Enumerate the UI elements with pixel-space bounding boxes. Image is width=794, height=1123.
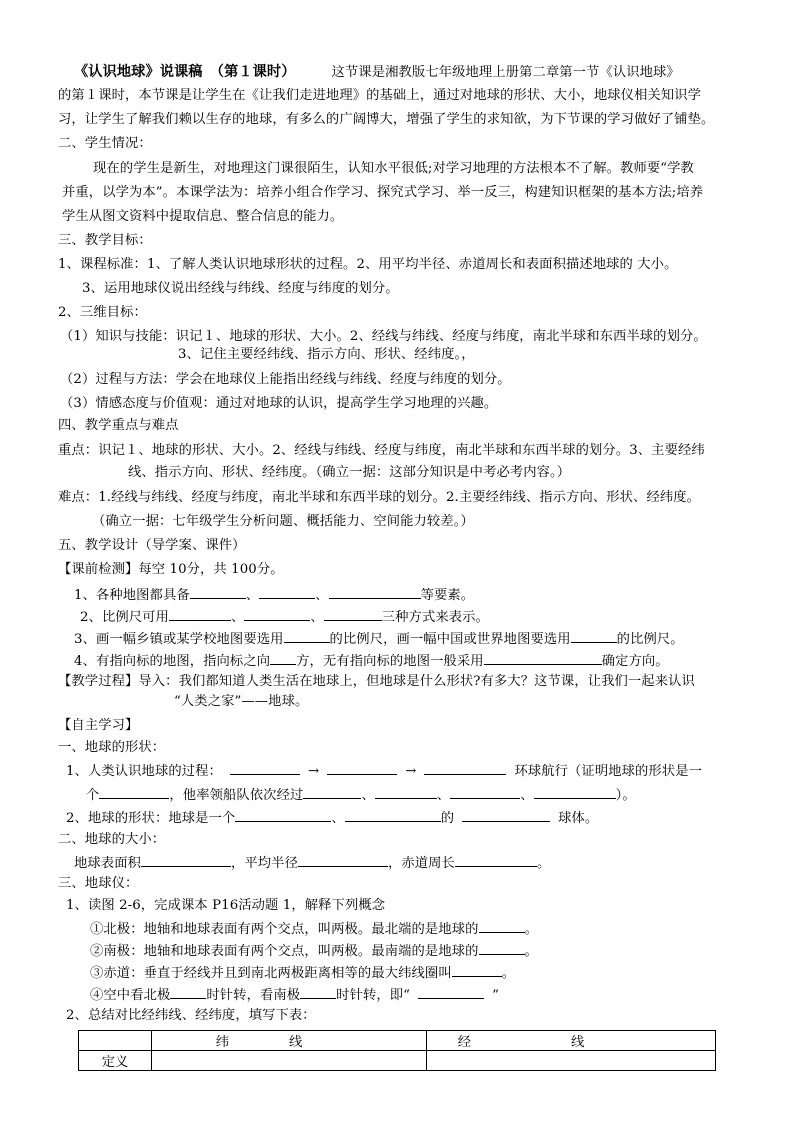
shape-q1-text-4: ，他率领船队依次经过: [169, 788, 304, 803]
q1-sep-2: 、: [315, 588, 329, 603]
size-end: 。: [536, 856, 551, 871]
size-equator-label: ，赤道周长: [387, 856, 455, 871]
concept-4-text: ④空中看北极: [90, 988, 171, 1003]
keypoint-line-1: 重点：识记１、地球的形状、大小。2、经线与纬线、经度与纬度，南北半球和东西半球的划分。3、主要经纬: [58, 443, 705, 458]
shape-q1-sep-1: 、: [361, 788, 375, 803]
shape-q2-text-2: 的: [440, 811, 455, 826]
q2-sep-1: 、: [230, 610, 245, 625]
goal-knowledge-b: 3、记住主要经纬线、指示方向、形状、经纬度。，: [178, 347, 475, 362]
size-line: [74, 852, 550, 874]
q2-blank-1[interactable]: [169, 606, 231, 621]
goal-emotion: （3）情感态度与价值观：通过对地球的认识，提高学生学习地理的兴趣。: [60, 396, 498, 411]
q3-text: 3、画一幅乡镇或某学校地图要选用: [74, 632, 284, 647]
size-area-blank[interactable]: [141, 852, 231, 867]
size-radius-label: ，平均半径: [230, 856, 298, 871]
question-4: [74, 650, 669, 672]
concept-1-text: ①北极：地轴和地球表面有两个交点，叫两极。最北端的是地球的: [90, 922, 479, 937]
concept-1-end: 。: [524, 922, 538, 937]
intro-line-3: 习，让学生了解我们赖以生存的地球，有多么的广阔博大，增强了学生的求知欲，为下节课的学习做好了铺垫。: [58, 112, 715, 127]
shape-q1-blank-7[interactable]: [450, 784, 520, 799]
concept-4-end: ”: [492, 988, 499, 1003]
q3-blank-2[interactable]: [571, 628, 617, 643]
header-line-1: [74, 62, 680, 83]
q2-text: 2、比例尺可用: [80, 610, 169, 625]
concept-3-end: 。: [501, 966, 516, 981]
q1-blank-2[interactable]: [259, 584, 315, 599]
arrow-icon: →: [405, 764, 417, 779]
globe-q2: 2、总结对比经纬线、经纬度，填写下表：: [66, 1008, 316, 1023]
intro-line-2: 的第１课时，本节课是让学生在《让我们走进地理》的基础上，通过对地球的形状、大小，地球仪相关知识学: [58, 88, 702, 103]
goal-line-2: 2、三维目标：: [58, 305, 147, 320]
section-heading-design: 五、教学设计（导学案、课件）: [58, 538, 246, 553]
q3-text-2: 的比例尺，画一幅中国或世界地图要选用: [329, 632, 571, 647]
size-radius-blank[interactable]: [298, 852, 388, 867]
q4-blank-2[interactable]: [484, 650, 602, 665]
shape-q2-blank-1[interactable]: [235, 807, 331, 822]
q3-end: 的比例尺。: [616, 632, 684, 647]
question-3: [74, 628, 684, 650]
table-row: [79, 1051, 716, 1071]
concept-rotation: [90, 984, 499, 1006]
question-2: [80, 606, 489, 628]
process-text: 导入：我们都知道人类生活在地球上，但地球是什么形状?有多大？这节课，让我们一起来认识: [138, 674, 695, 689]
goal-process: （2）过程与方法：学会在地球仪上能指出经线与纬线、经度与纬度的划分。: [60, 372, 511, 387]
table-header-row: [79, 1031, 716, 1051]
shape-q1-text-2: 环球航行（证明地球的形状是一: [514, 764, 702, 779]
globe-q1: 1、读图 2-6，完成课本 P16活动题 1，解释下列概念: [66, 898, 386, 913]
table-header-latitude: 纬线: [152, 1031, 427, 1051]
document-title: 《认识地球》说课稿 （第１课时）: [74, 64, 296, 80]
difficulty-line-1: 难点：1.经线与纬线、经度与纬度，南北半球和东西半球的划分。2.主要经纬线、指示方向、形状、经纬度。: [58, 490, 701, 505]
concept-south-pole: [90, 940, 538, 962]
concept-4-text-3: 时针转，即“: [336, 988, 411, 1003]
shape-q1-blank-4[interactable]: [99, 784, 169, 799]
size-area-label: 地球表面积: [74, 856, 141, 871]
shape-q1-sep-3: 、: [520, 788, 534, 803]
concept-4-text-2: 时针转，看南极: [206, 988, 301, 1003]
q4-end: 确定方向。: [601, 654, 669, 669]
table-cell-longitude-definition[interactable]: [427, 1051, 716, 1071]
process-label: 【教学过程】: [58, 674, 139, 689]
concept-equator: [90, 962, 515, 984]
shape-q2: [66, 807, 598, 829]
concept-3-blank[interactable]: [452, 962, 502, 977]
concept-2-blank[interactable]: [479, 940, 525, 955]
section-heading-keypoints: 四、教学重点与难点: [58, 418, 179, 433]
q4-text: 4、有指向标的地图，指向标之向: [74, 654, 271, 669]
q1-blank-3[interactable]: [329, 584, 421, 599]
shape-q1-blank-8[interactable]: [534, 784, 616, 799]
shape-q2-end: 球体。: [558, 811, 599, 826]
shape-q1-text: 1、人类认识地球的过程：: [66, 764, 222, 779]
q2-end: 三种方式来表示。: [381, 610, 489, 625]
q1-end: 等要素。: [420, 588, 475, 603]
goal-line-1b: 3、运用地球仪说出经线与纬线、经度与纬度的划分。: [82, 281, 399, 296]
section-heading-goals: 三、教学目标：: [58, 233, 152, 248]
shape-q1-blank-1[interactable]: [230, 760, 300, 775]
shape-q1-blank-5[interactable]: [303, 784, 361, 799]
size-heading: 二、地球的大小：: [58, 832, 166, 847]
pretest-text: 每空 10分，共 100分。: [138, 562, 284, 577]
table-row-label-definition: 定义: [79, 1051, 152, 1071]
goal-knowledge: （1）知识与技能：识记１、地球的形状、大小。2、经线与纬线、经度与纬度，南北半球和东西半球的划分。: [60, 329, 707, 344]
concept-north-pole: [90, 918, 538, 940]
question-1: [74, 584, 474, 606]
keypoint-line-1b: 线、指示方向、形状、经纬度。（确立一据：这部分知识是中考必考内容。）: [128, 465, 571, 480]
concept-4-blank-3[interactable]: [418, 984, 484, 999]
shape-q1-blank-6[interactable]: [375, 784, 437, 799]
q4-blank-1[interactable]: [270, 650, 296, 665]
pretest-label: 【课前检测】: [58, 562, 139, 577]
shape-q1: [66, 760, 702, 782]
size-equator-blank[interactable]: [455, 852, 537, 867]
concept-3-text: ③赤道：垂直于经线并且到南北两极距离相等的最大纬线圈叫: [90, 966, 452, 981]
difficulty-line-1b: （确立一据：七年级学生分析问题、概括能力、空间能力较差。）: [92, 514, 474, 529]
goal-line-1: 1、课程标准：1、了解人类认识地球形状的过程。2、用平均半径、赤道周长和表面积描述地球的 大小。: [58, 257, 678, 272]
shape-q1-line-2: [86, 784, 636, 806]
concept-4-blank-2[interactable]: [300, 984, 336, 999]
q3-blank-1[interactable]: [284, 628, 330, 643]
students-line-2: 并重，以学为本”。本课学法为：培养小组合作学习、探究式学习、举一反三，构建知识框架的基本方法;培养: [62, 185, 704, 200]
q1-text: 1、各种地图都具备: [74, 588, 190, 603]
shape-q1-text-3: 个: [86, 788, 100, 803]
globe-heading: 三、地球仪：: [58, 876, 139, 891]
q2-blank-3[interactable]: [324, 606, 382, 621]
table-header-longitude: 经线: [427, 1031, 716, 1051]
shape-q2-text: 2、地球的形状：地球是一个: [66, 811, 236, 826]
process-line: [58, 672, 695, 692]
table-cell-latitude-definition[interactable]: [152, 1051, 427, 1071]
shape-heading: 一、地球的形状：: [58, 740, 166, 755]
self-study-label: 【自主学习】: [58, 718, 139, 733]
q2-blank-2[interactable]: [244, 606, 310, 621]
concept-1-blank[interactable]: [479, 918, 525, 933]
q1-blank-1[interactable]: [190, 584, 246, 599]
concept-2-end: 。: [524, 944, 538, 959]
shape-q2-blank-3[interactable]: [462, 807, 550, 822]
shape-q1-blank-2[interactable]: [327, 760, 397, 775]
shape-q1-sep-2: 、: [436, 788, 451, 803]
intro-text: 这节课是湘教版七年级地理上册第二章第一节《认识地球》: [331, 65, 680, 80]
arrow-icon: →: [307, 764, 320, 779]
table-corner-cell: [79, 1031, 152, 1051]
pretest-line: [58, 560, 284, 580]
shape-q2-blank-2[interactable]: [345, 807, 441, 822]
shape-q1-blank-3[interactable]: [424, 760, 506, 775]
concept-4-blank-1[interactable]: [170, 984, 206, 999]
concept-2-text: ②南极：地轴和地球表面有两个交点，叫两极。最南端的是地球的: [90, 944, 479, 959]
comparison-table: [78, 1030, 716, 1071]
q2-sep-2: 、: [310, 610, 324, 625]
shape-q2-sep: 、: [331, 811, 345, 826]
q4-text-2: 方，无有指向标的地图一般采用: [296, 654, 484, 669]
students-line-3: 学生从图文资料中提取信息、整合信息的能力。: [62, 209, 344, 224]
process-line-2: “人类之家”——地球。: [174, 694, 309, 709]
section-heading-students: 二、学生情况：: [58, 136, 152, 151]
students-line-1: 现在的学生是新生，对地理这门课很陌生，认知水平很低;对学习地理的方法根本不了解。教师要“学教: [93, 161, 694, 176]
shape-q1-end: ）。: [615, 788, 636, 803]
q1-sep-1: 、: [245, 588, 260, 603]
